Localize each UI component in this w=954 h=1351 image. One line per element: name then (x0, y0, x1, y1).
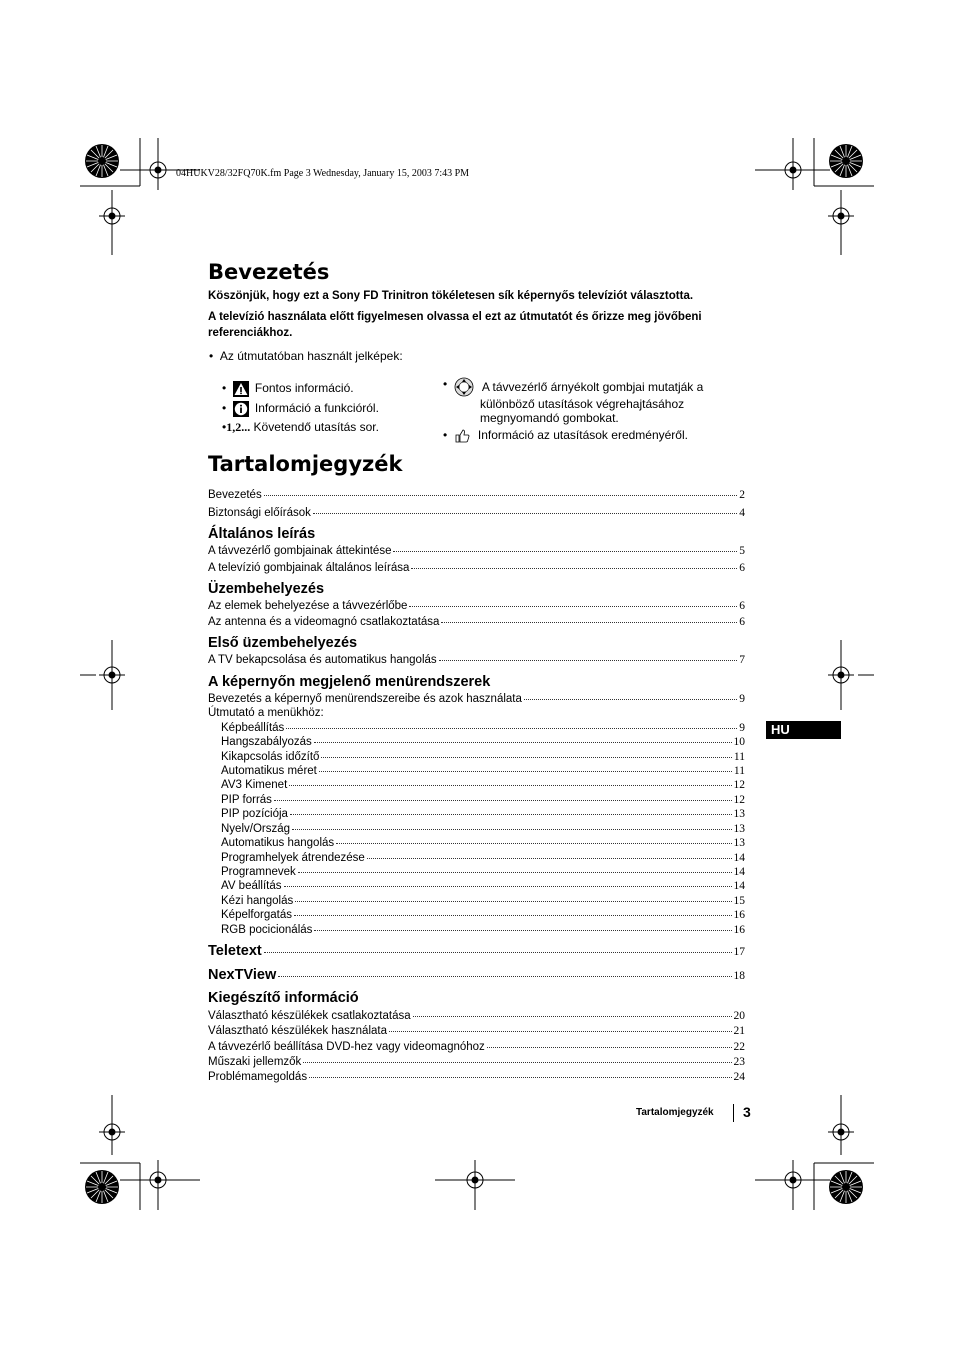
toc-entry-page: 22 (733, 1041, 745, 1053)
toc-entry[interactable] (208, 943, 745, 957)
symbol-text-remote-2: különböző utasítások végrehajtásához (480, 397, 685, 411)
toc-entry[interactable] (221, 909, 745, 923)
toc-entry[interactable] (208, 1071, 745, 1085)
toc-entry-text: Az antenna és a videomagnó csatlakoztatása (208, 616, 440, 628)
toc-leader-dots (314, 742, 732, 743)
toc-entry-text: Problémamegoldás (208, 1071, 308, 1083)
toc-leader-dots (294, 915, 732, 916)
toc-entry-text: Hangszabályozás (221, 736, 312, 748)
toc-entry-page: 6 (739, 616, 745, 628)
warning-icon (233, 381, 249, 397)
symbol-item-result: • Információ az utasítások eredményéről. (443, 428, 688, 442)
toc-leader-dots (289, 785, 731, 786)
toc-entry-text: AV beállítás (221, 880, 282, 892)
toc-entry[interactable] (221, 794, 745, 808)
symbol-text-result: Információ az utasítások eredményéről. (477, 428, 688, 442)
language-tab: HU (766, 721, 841, 739)
toc-section-title: Kiegészítő információ (208, 990, 359, 1006)
toc-entry-text: A távvezérlő gombjainak áttekintése (208, 545, 392, 557)
footer-divider (733, 1104, 734, 1122)
symbols-bullet-text: Az útmutatóban használt jelképek: (219, 349, 403, 363)
toc-entry[interactable] (208, 1056, 745, 1070)
toc-entry-page: 4 (739, 507, 745, 519)
toc-entry-page: 16 (733, 909, 745, 921)
symbol-text-warning: Fontos információ. (254, 381, 354, 395)
toc-entry-page: 20 (733, 1010, 745, 1022)
toc-leader-dots (286, 728, 737, 729)
toc-leader-dots (321, 757, 731, 758)
toc-entry-text: Automatikus hangolás (221, 837, 335, 849)
symbols-bullet: • Az útmutatóban használt jelképek: (209, 349, 403, 363)
toc-entry-page: 24 (733, 1071, 745, 1083)
toc-entry-page: 6 (739, 600, 745, 612)
toc-leader-dots (290, 814, 732, 815)
toc-entry-text: Nyelv/Ország (221, 823, 291, 835)
toc-title: Tartalomjegyzék (208, 452, 403, 476)
toc-entry-page: 15 (733, 895, 745, 907)
toc-subheading: Útmutató a menükhöz: (208, 707, 324, 719)
toc-entry-text: A televízió gombjainak általános leírása (208, 562, 410, 574)
toc-entry[interactable] (208, 489, 745, 503)
toc-entry-text: Teletext (208, 943, 262, 959)
symbol-item-info: • Információ a funkcióról. (222, 401, 379, 415)
toc-entry-page: 14 (733, 852, 745, 864)
toc-entry-page: 13 (733, 808, 745, 820)
toc-entry-text: RGB pocicionálás (221, 924, 313, 936)
toc-leader-dots (298, 872, 732, 873)
symbol-text-remote-1: A távvezérlő árnyékolt gombjai mutatják a (481, 380, 704, 394)
toc-entry[interactable] (221, 837, 745, 851)
toc-entry-page: 2 (739, 489, 745, 501)
symbol-text-info: Információ a funkcióról. (254, 401, 379, 415)
toc-entry[interactable] (221, 823, 745, 837)
toc-entry[interactable] (221, 852, 745, 866)
toc-entry-text: Képbeállítás (221, 722, 285, 734)
toc-entry-page: 10 (733, 736, 745, 748)
toc-entry-text: Kikapcsolás időzítő (221, 751, 320, 763)
toc-entry-text: Kézi hangolás (221, 895, 294, 907)
toc-leader-dots (278, 976, 731, 977)
toc-entry-text: AV3 Kimenet (221, 779, 288, 791)
toc-entry-page: 18 (733, 970, 745, 982)
info-icon (233, 401, 249, 417)
toc-leader-dots (411, 568, 737, 569)
thumbs-up-icon (454, 428, 470, 444)
toc-leader-dots (409, 606, 737, 607)
toc-entry[interactable] (221, 779, 745, 793)
toc-entry-text: Műszaki jellemzők (208, 1056, 302, 1068)
toc-section-title: Általános leírás (208, 526, 316, 542)
toc-entry[interactable] (208, 507, 745, 521)
toc-entry-text: Képelforgatás (221, 909, 292, 921)
remote-buttons-icon (454, 377, 474, 397)
toc-leader-dots (264, 952, 732, 953)
toc-entry-text: Programnevek (221, 866, 296, 878)
toc-entry[interactable] (208, 616, 745, 630)
toc-entry-page: 6 (739, 562, 745, 574)
toc-entry-text: Választható készülékek csatlakoztatása (208, 1010, 411, 1022)
toc-entry[interactable] (221, 866, 745, 880)
toc-entry-text: Az elemek behelyezése a távvezérlőbe (208, 600, 408, 612)
toc-entry-page: 16 (733, 924, 745, 936)
toc-leader-dots (274, 800, 732, 801)
toc-leader-dots (264, 495, 738, 496)
intro-thanks: Köszönjük, hogy ezt a Sony FD Trinitron tökéletesen sík képernyős televíziót választotta. (208, 290, 694, 302)
toc-entry-text: Bevezetés a képernyő menürendszereibe és azok használata (208, 693, 522, 705)
toc-leader-dots (319, 771, 732, 772)
toc-leader-dots (367, 858, 732, 859)
toc-entry-page: 12 (733, 794, 745, 806)
toc-entry-page: 7 (739, 654, 745, 666)
toc-entry[interactable] (208, 1041, 745, 1055)
toc-entry[interactable] (221, 765, 745, 779)
toc-entry-text: A TV bekapcsolása és automatikus hangolás (208, 654, 437, 666)
toc-leader-dots (413, 1016, 732, 1017)
intro-read-manual: A televízió használata előtt figyelmesen olvassa el ezt az útmutatót és őrizze meg jövőbeni referenciákhoz. (208, 311, 702, 339)
symbol-item-warning: • Fontos információ. (222, 381, 354, 395)
toc-entry-page: 12 (733, 779, 745, 791)
toc-leader-dots (389, 1031, 732, 1032)
toc-entry[interactable] (221, 808, 745, 822)
toc-entry-page: 5 (739, 545, 745, 557)
toc-entry[interactable] (208, 693, 745, 707)
toc-leader-dots (439, 660, 738, 661)
toc-entry-page: 21 (733, 1025, 745, 1037)
toc-entry-text: NexTView (208, 967, 277, 983)
toc-entry-page: 13 (733, 837, 745, 849)
toc-entry[interactable] (221, 751, 745, 765)
toc-entry[interactable] (221, 880, 745, 894)
toc-leader-dots (292, 829, 731, 830)
toc-entry-page: 23 (733, 1056, 745, 1068)
toc-entry-text: Bevezetés (208, 489, 262, 501)
toc-leader-dots (303, 1062, 731, 1063)
toc-leader-dots (336, 843, 731, 844)
toc-entry[interactable] (221, 722, 745, 736)
symbol-item-remote: • A távvezérlő árnyékolt gombjai mutatják a különböző utasítások végrehajtásához megnyomandó gombokat. (443, 377, 743, 425)
toc-entry[interactable] (208, 967, 745, 981)
toc-entry[interactable] (208, 600, 745, 614)
toc-leader-dots (309, 1077, 731, 1078)
toc-leader-dots (284, 886, 732, 887)
toc-section-title: A képernyőn megjelenő menürendszerek (208, 674, 491, 690)
toc-entry-page: 17 (733, 946, 745, 958)
toc-entry[interactable] (208, 545, 745, 559)
toc-entry[interactable] (221, 895, 745, 909)
toc-leader-dots (313, 513, 737, 514)
toc-entry[interactable] (208, 562, 745, 576)
toc-entry-page: 9 (739, 693, 745, 705)
symbol-item-steps: • 1,2... Követendő utasítás sor. (222, 420, 379, 434)
symbol-text-remote-3: megnyomandó gombokat. (480, 411, 619, 425)
toc-entry-text: PIP pozíciója (221, 808, 288, 820)
toc-leader-dots (524, 699, 737, 700)
toc-entry-text: A távvezérlő beállítása DVD-hez vagy videomagnóhoz (208, 1041, 485, 1053)
toc-section-title: Első üzembehelyezés (208, 635, 358, 651)
toc-entry-page: 11 (733, 765, 745, 777)
steps-icon: 1,2... (226, 420, 251, 434)
toc-entry-text: PIP forrás (221, 794, 272, 806)
toc-entry[interactable] (208, 654, 745, 668)
toc-entry-text: Programhelyek átrendezése (221, 852, 365, 864)
toc-leader-dots (487, 1047, 732, 1048)
toc-entry-page: 14 (733, 880, 745, 892)
toc-entry-page: 11 (733, 751, 745, 763)
toc-entry-text: Biztonsági előírások (208, 507, 311, 519)
toc-entry[interactable] (208, 1025, 745, 1039)
toc-entry[interactable] (221, 924, 745, 938)
toc-entry-text: Választható készülékek használata (208, 1025, 387, 1037)
toc-entry-page: 13 (733, 823, 745, 835)
toc-entry-page: 9 (739, 722, 745, 734)
toc-leader-dots (441, 622, 737, 623)
toc-section-title: Üzembehelyezés (208, 581, 325, 597)
toc-entry[interactable] (221, 736, 745, 750)
toc-leader-dots (314, 930, 731, 931)
toc-entry[interactable] (208, 1010, 745, 1024)
symbol-text-steps: Követendő utasítás sor. (253, 420, 379, 434)
toc-leader-dots (295, 901, 731, 902)
file-header: 04HUKV28/32FQ70K.fm Page 3 Wednesday, January 15, 2003 7:43 PM (176, 168, 470, 179)
footer-title: Tartalomjegyzék (636, 1107, 714, 1118)
toc-entry-text: Automatikus méret (221, 765, 317, 777)
page-number: 3 (743, 1104, 751, 1120)
toc-leader-dots (393, 551, 737, 552)
intro-title: Bevezetés (208, 260, 330, 284)
toc-entry-page: 14 (733, 866, 745, 878)
